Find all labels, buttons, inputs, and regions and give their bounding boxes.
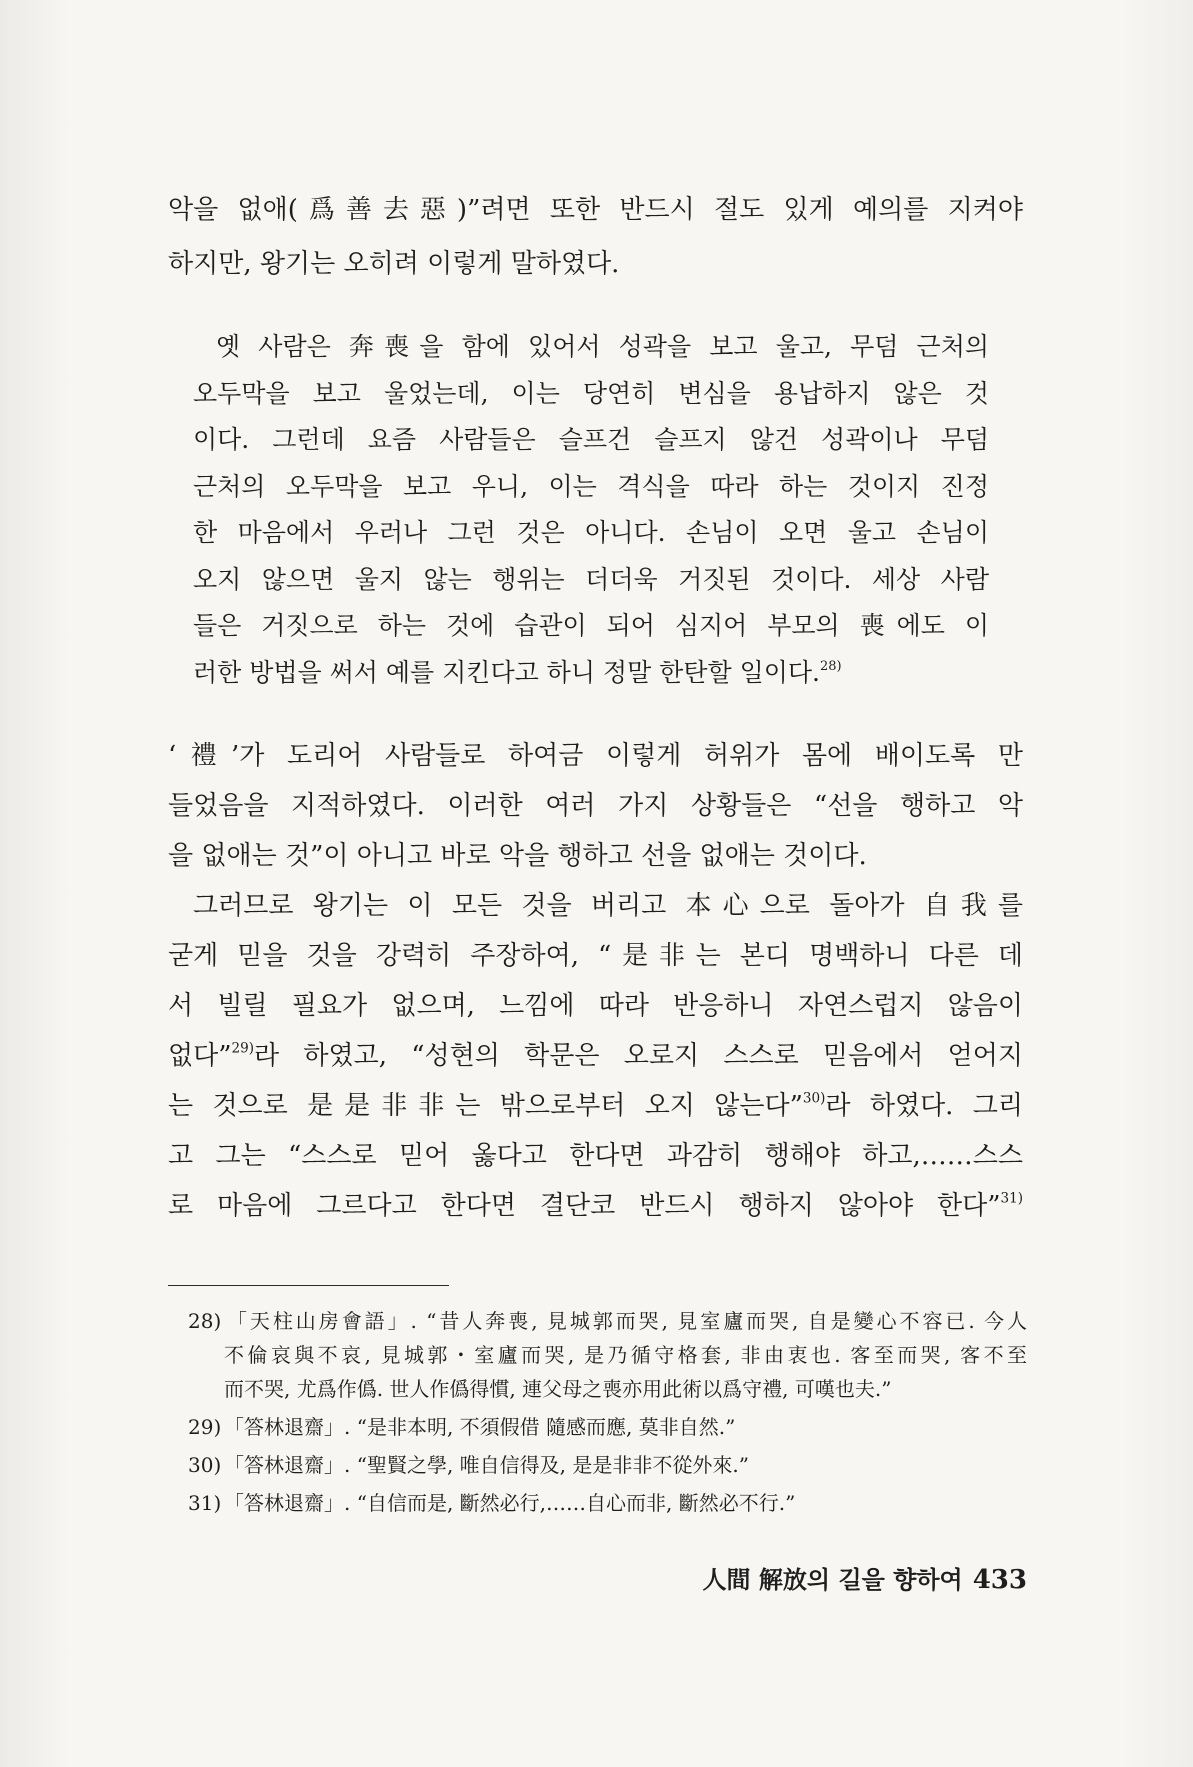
footnote-text: 「答林退齋」. “聖賢之學, 唯自信得及, 是是非非不從外來.” [224, 1453, 749, 1477]
body-line: 굳게 믿을 것을 강력히 주장하여, “是非는 본디 명백하니 다른 데 [168, 941, 1023, 971]
quote-line: 들은 거짓으로 하는 것에 습관이 되어 심지어 부모의 喪에도 이 [193, 611, 989, 640]
footnote-text: 「答林退齋」. “是非本明, 不須假借 隨感而應, 莫非自然.” [224, 1415, 736, 1439]
footnote-line: 而不哭, 尤爲作僞. 世人作僞得慣, 連父母之喪亦用此術以爲守禮, 可嘆也夫.” [224, 1377, 892, 1401]
body-line: 들었음을 지적하였다. 이러한 여러 가지 상황들은 “선을 행하고 악 [168, 791, 1023, 821]
footnote-ref-31: 31) [1000, 1190, 1023, 1207]
body-line [168, 1181, 1023, 1231]
quote-line [193, 650, 989, 697]
body-line-text: 라 하였고, “성현의 학문은 오로지 스스로 믿음에서 얻어지 [254, 1041, 1023, 1071]
body-line: 서 빌릴 필요가 없으며, 느낌에 따라 반응하니 자연스럽지 않음이 [168, 991, 1023, 1021]
footnote-ref-30: 30) [802, 1090, 826, 1107]
footnote-29 [188, 1410, 1027, 1444]
page-footer [600, 1563, 1027, 1600]
quote-line: 근처의 오두막을 보고 우니, 이는 격식을 따라 하는 것이지 진정 [193, 471, 989, 501]
quote-line: 한 마음에서 우러나 그런 것은 아니다. 손님이 오면 울고 손님이 [193, 518, 989, 547]
footnote-line [188, 1410, 1027, 1444]
footnote-rule [168, 1285, 449, 1286]
block-quote [193, 324, 989, 696]
footnote-31 [188, 1486, 1027, 1520]
footnote-number: 29) [188, 1415, 222, 1439]
footnote-line: 不倫哀與不哀, 見城郭・室廬而哭, 是乃循守格套, 非由衷也. 客至而哭, 客不至 [224, 1343, 1027, 1367]
paragraph-1 [168, 183, 1023, 291]
footnote-line [188, 1304, 1027, 1338]
footnote-text: 「天柱山房會語」. “昔人奔喪, 見城郭而哭, 見室廬而哭, 自是變心不容已. 今人 [224, 1309, 1027, 1333]
body-line: 그러므로 왕기는 이 모든 것을 버리고 本心으로 돌아가 自我를 [193, 891, 1023, 921]
body-line-text: 는 것으로 是是非非는 밖으로부터 오지 않는다” [168, 1091, 803, 1121]
footnote-text: 「答林退齋」. “自信而是, 斷然必行,……自心而非, 斷然必不行.” [224, 1491, 796, 1515]
quote-line: 오두막을 보고 울었는데, 이는 당연히 변심을 용납하지 않은 것 [193, 378, 989, 408]
quote-line: 오지 않으면 울지 않는 행위는 더더욱 거짓된 것이다. 세상 사람 [193, 564, 989, 594]
footnote-number: 28) [188, 1309, 222, 1333]
footnote-28 [188, 1304, 1027, 1406]
footnote-number: 31) [188, 1491, 222, 1515]
body-line-text: 로 마음에 그르다고 한다면 결단코 반드시 행하지 않아야 한다” [168, 1191, 1001, 1221]
quote-line: 옛 사람은 奔喪을 함에 있어서 성곽을 보고 울고, 무덤 근처의 [216, 332, 989, 361]
footnote-ref-29: 29) [231, 1040, 255, 1057]
body-line: ‘禮’가 도리어 사람들로 하여금 이렇게 허위가 몸에 배이도록 만 [168, 741, 1023, 771]
footnote-number: 30) [188, 1453, 222, 1477]
body-line: 고 그는 “스스로 믿어 옳다고 한다면 과감히 행해야 하고,……스스 [168, 1141, 1023, 1171]
footnote-line [188, 1448, 1027, 1482]
body-line: 하지만, 왕기는 오히려 이렇게 말하였다. [168, 249, 620, 279]
page-number: 433 [972, 1565, 1027, 1595]
body-line: 악을 없애(爲善去惡)”려면 또한 반드시 절도 있게 예의를 지켜야 [168, 195, 1023, 225]
footnotes [188, 1304, 1027, 1524]
footnote-ref-28: 28) [819, 658, 842, 674]
body-line-text: 라 하였다. 그리 [825, 1091, 1024, 1121]
footnote-line [188, 1486, 1027, 1520]
body-line-text: 없다” [168, 1041, 232, 1071]
body-line [168, 1031, 1023, 1081]
paragraphs-2-3 [168, 731, 1023, 1231]
body-line [168, 1081, 1023, 1131]
quote-line: 이다. 그런데 요즘 사람들은 슬프건 슬프지 않건 성곽이나 무덤 [193, 425, 989, 454]
quote-line-text: 러한 방법을 써서 예를 지킨다고 하니 정말 한탄할 일이다. [193, 657, 820, 687]
footnote-30 [188, 1448, 1027, 1482]
running-title: 人間 解放의 길을 향하여 [702, 1565, 963, 1594]
body-line: 을 없애는 것”이 아니고 바로 악을 행하고 선을 없애는 것이다. [168, 841, 867, 871]
